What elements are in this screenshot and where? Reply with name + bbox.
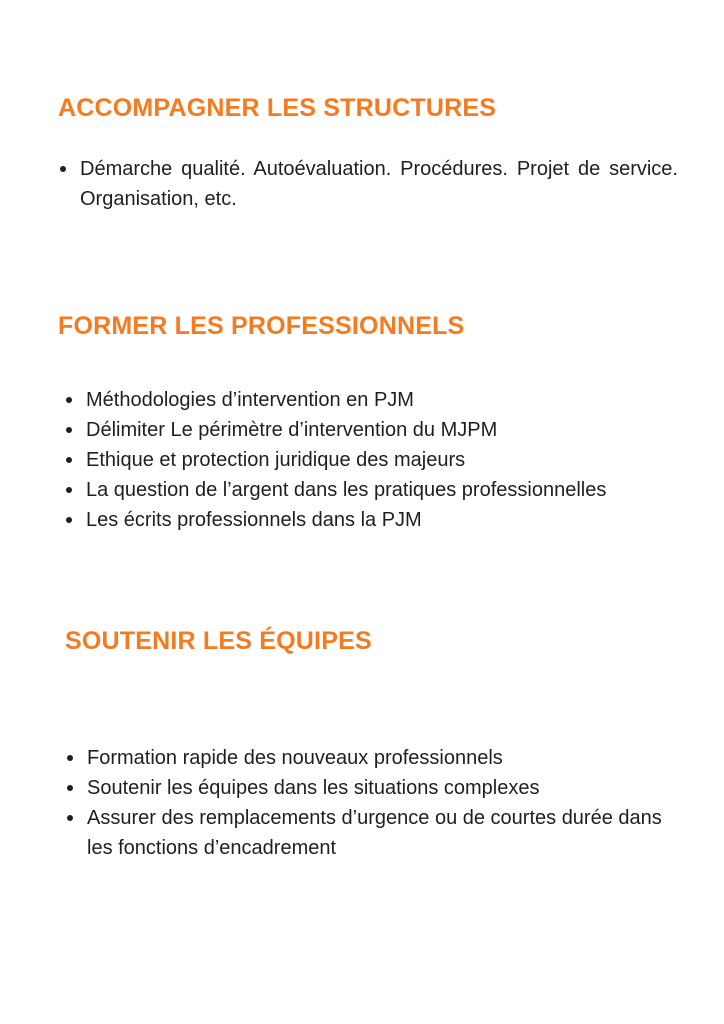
list-item: Soutenir les équipes dans les situations complexes — [65, 773, 665, 803]
bullet-list-accompagner — [58, 154, 678, 214]
list-item: Délimiter Le périmètre d’intervention du MJPM — [64, 415, 664, 445]
list-item: Ethique et protection juridique des majeurs — [64, 445, 664, 475]
list-item: Les écrits professionnels dans la PJM — [64, 505, 664, 535]
list-item: Méthodologies d’intervention en PJM — [64, 385, 664, 415]
section-title-soutenir: SOUTENIR LES ÉQUIPES — [65, 627, 372, 655]
list-item: La question de l’argent dans les pratiques professionnelles — [64, 475, 664, 505]
list-item: Assurer des remplacements d’urgence ou de courtes durée dans les fonctions d’encadrement — [65, 803, 665, 863]
section-title-accompagner: ACCOMPAGNER LES STRUCTURES — [58, 94, 497, 122]
bullet-list-soutenir — [65, 743, 665, 863]
section-title-former: FORMER LES PROFESSIONNELS — [58, 312, 465, 340]
bullet-list-former — [64, 385, 664, 535]
list-item: Démarche qualité. Autoévaluation. Procédures. Projet de service. Organisation, etc. — [58, 154, 678, 214]
list-item: Formation rapide des nouveaux professionnels — [65, 743, 665, 773]
